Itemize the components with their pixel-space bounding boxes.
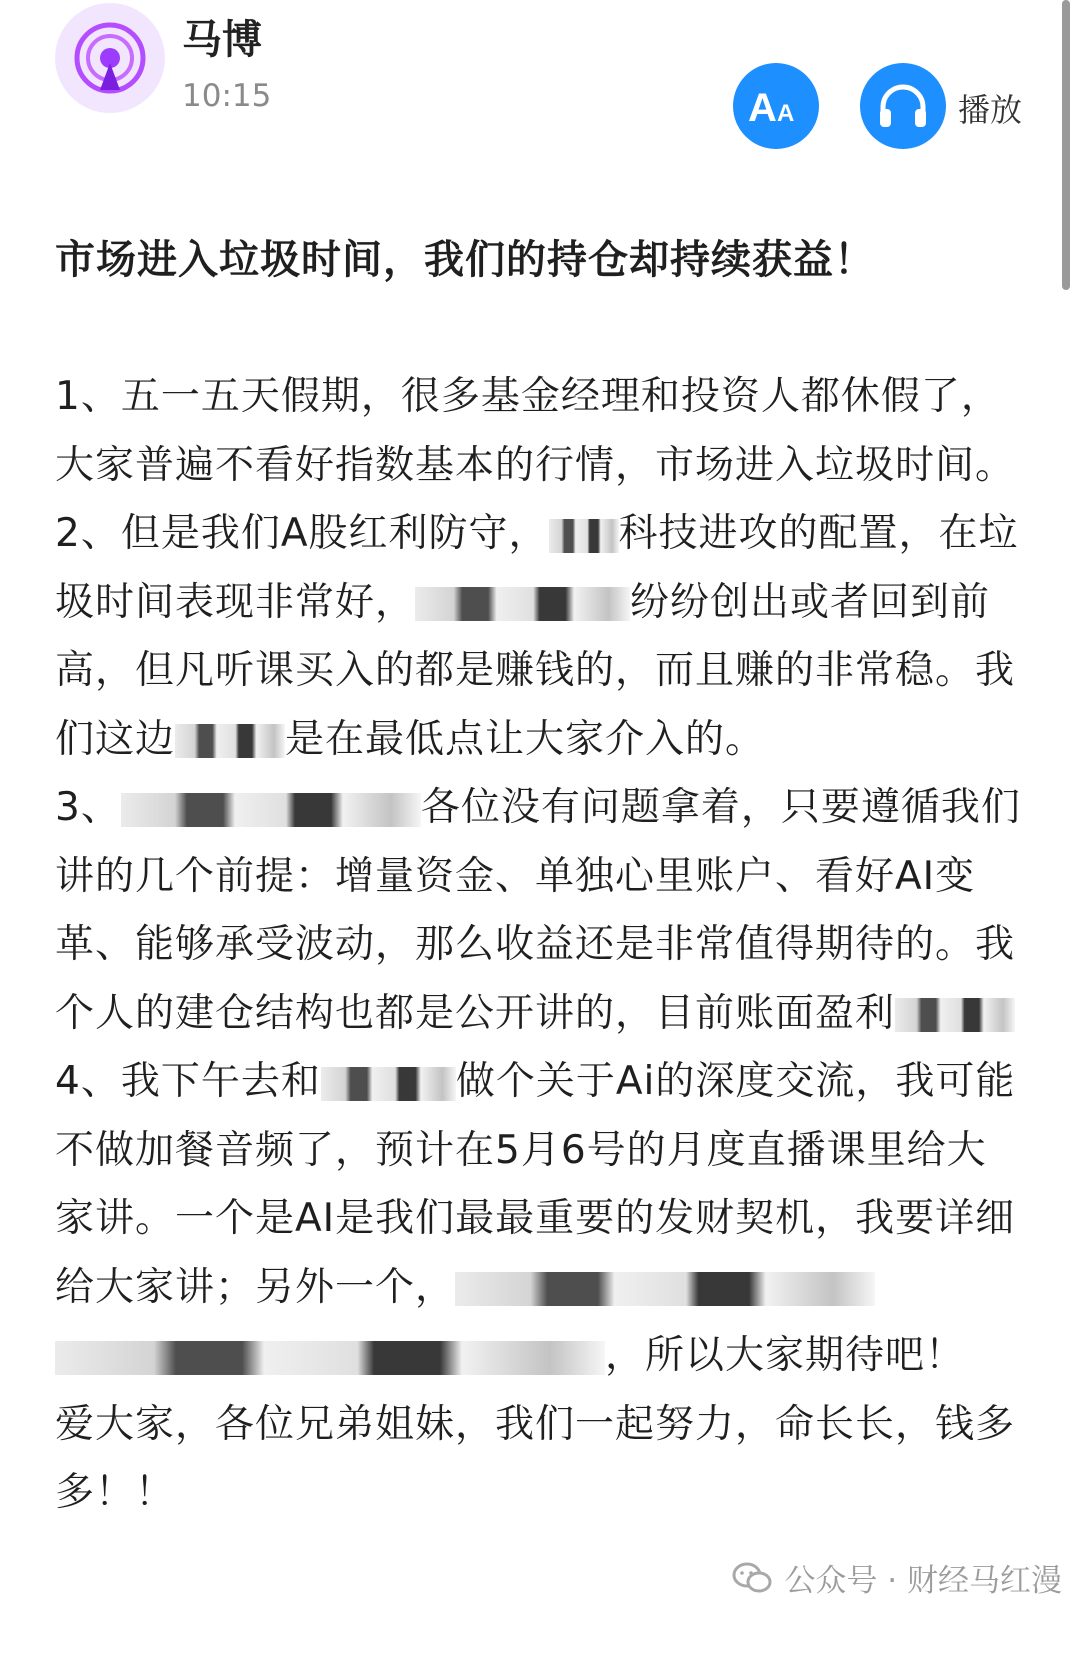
redacted-block [175, 724, 285, 758]
redacted-block [455, 1272, 875, 1306]
article-body [55, 363, 1025, 1528]
font-size-icon [746, 81, 806, 131]
font-size-button[interactable] [733, 63, 819, 149]
author-name: 马博 [182, 17, 262, 63]
redacted-block [321, 1067, 456, 1101]
play-button[interactable]: 播放 [958, 91, 1023, 129]
paragraph-3-text-b: 各位没有问题拿着，只要遵循我们讲的几个前提：增量资金、单独心里账户、看好AI变革、能够承受波动，那么收益还是非常值得期待的。我个人的建仓结构也都是公开讲的，目前账面盈利 [55, 785, 1021, 1036]
paragraph-4-text-a: 4、我下午去和 [55, 1059, 321, 1104]
watermark-text: 公众号 · 财经马红漫 [784, 1563, 1062, 1599]
radio-tower-icon [70, 18, 150, 98]
redacted-block [415, 587, 630, 621]
paragraph-4-text-b: 做个关于Ai的深度交流，我可能不做加餐音频了，预计在5月6号的月度直播课里给大家讲。一个是AI是我们最最重要的发财契机，我要详细给大家讲；另外一个， [55, 1059, 1016, 1310]
article-headline: 市场进入垃圾时间，我们的持仓却持续获益！ [55, 237, 875, 283]
avatar[interactable] [55, 3, 165, 113]
paragraph-2 [55, 500, 1025, 774]
redacted-block [895, 998, 1015, 1032]
paragraph-2-text-c: 纷纷创出或者回到前高，但凡听课买入的都是赚钱的，而且赚的非常稳。我们这边 [55, 579, 1016, 762]
redacted-block [549, 519, 619, 553]
scrollbar[interactable] [1062, 0, 1070, 290]
paragraph-1 [55, 363, 1025, 500]
paragraph-2-text-b: 科技进攻的配置，在垃圾时间表现非常好， [55, 511, 1019, 625]
paragraph-3-text-a: 3、 [55, 785, 121, 830]
watermark [732, 1555, 1062, 1600]
svg-text:A: A [748, 86, 777, 130]
redacted-block [121, 793, 421, 827]
wechat-icon [732, 1561, 772, 1595]
paragraph-2-text-a: 2、但是我们A股红利防守， [55, 511, 549, 556]
paragraph-3 [55, 774, 1025, 1048]
paragraph-5-text: 爱大家，各位兄弟姐妹，我们一起努力，命长长，钱多多！！ [55, 1401, 1016, 1515]
redacted-block [55, 1341, 605, 1375]
paragraph-5 [55, 1391, 1025, 1528]
paragraph-2-text-d: 是在最低点让大家介入的。 [285, 716, 766, 762]
paragraph-1-text: 1、五一五天假期，很多基金经理和投资人都休假了，大家普遍不看好指数基本的行情，市场进入垃圾时间。 [55, 374, 1016, 488]
paragraph-4-text-c: ，所以大家期待吧！ [605, 1333, 966, 1378]
post-time: 10:15 [182, 78, 272, 114]
paragraph-4 [55, 1048, 1025, 1391]
listen-button[interactable] [860, 63, 946, 149]
svg-text:A: A [777, 100, 795, 127]
headphones-icon [877, 83, 929, 129]
